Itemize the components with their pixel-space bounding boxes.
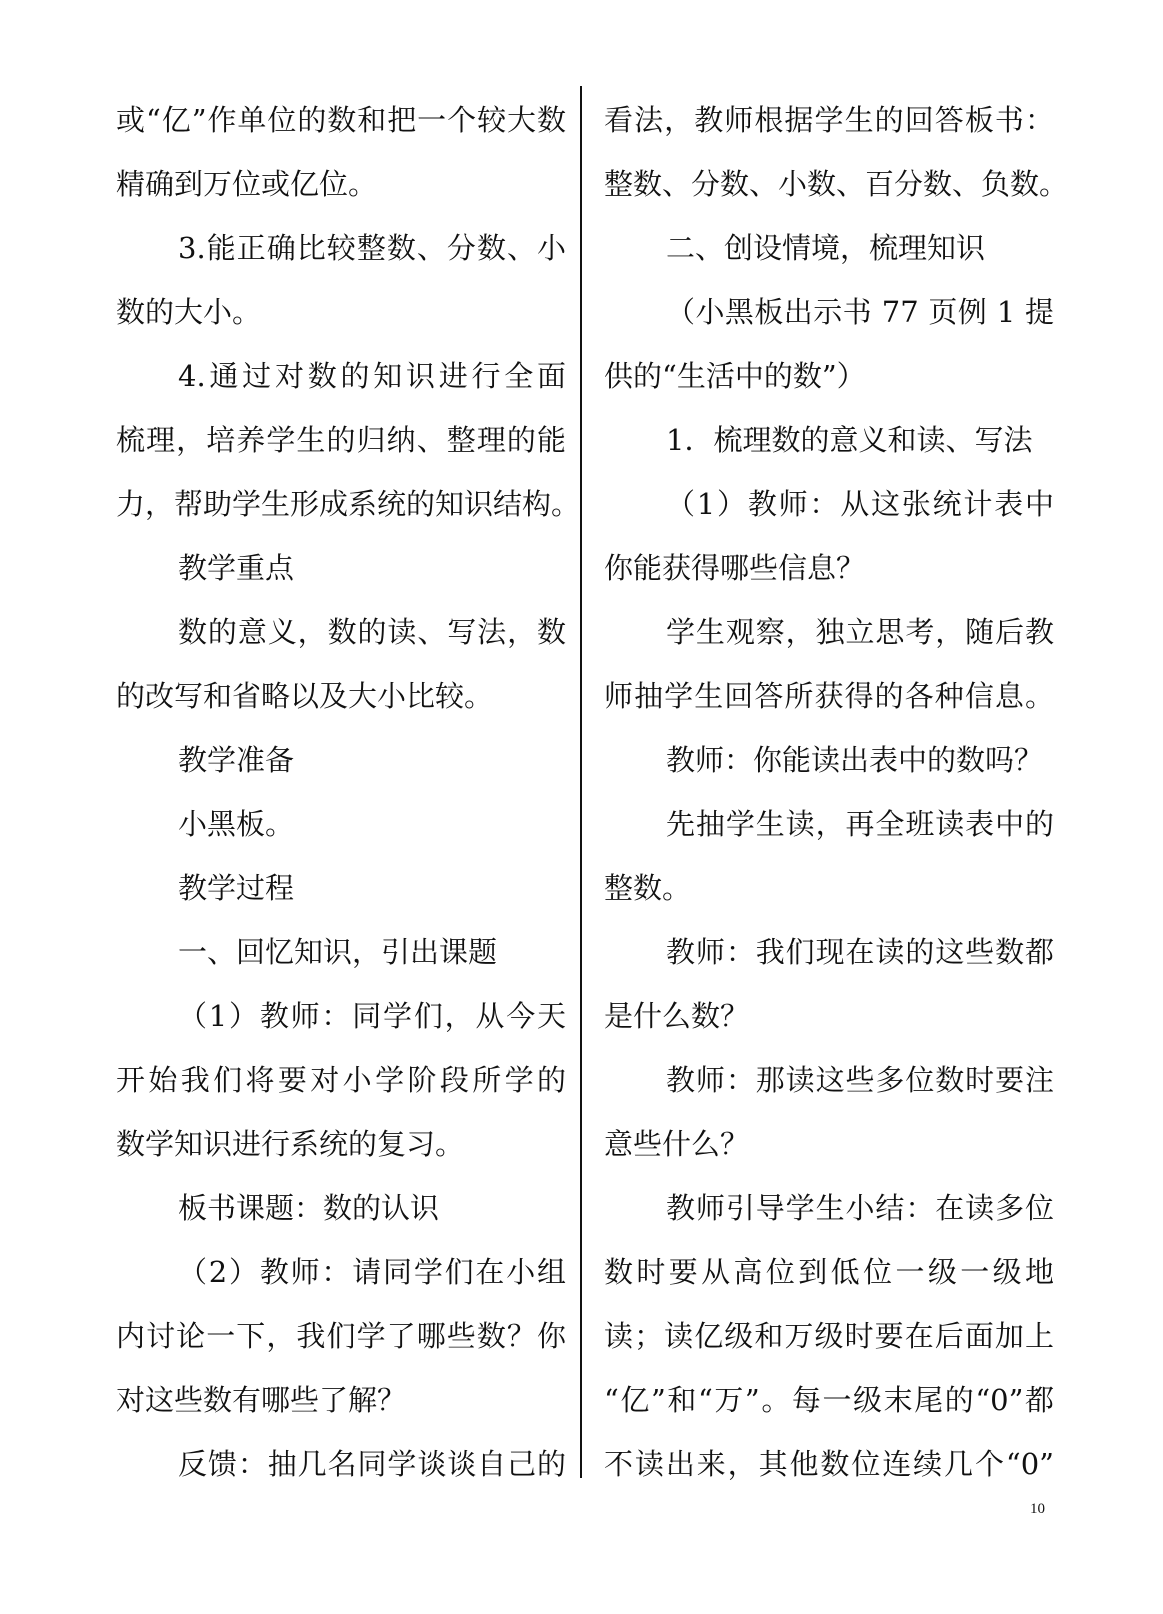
text-line: 供的“生活中的数”）: [604, 359, 866, 393]
text-line: 整数。: [604, 871, 692, 905]
text-line: （1）教师：从这张统计表中: [666, 487, 1054, 521]
text-line: 看法，教师根据学生的回答板书：: [604, 103, 1054, 137]
right-text-column: [604, 88, 1069, 1496]
section-heading: 一、回忆知识，引出课题: [178, 935, 498, 969]
text-line: 精确到万位或亿位。: [116, 167, 378, 201]
text-line: （1）教师：同学们，从今天: [178, 999, 566, 1033]
page-number: 10: [1030, 1501, 1045, 1517]
text-line: 反馈：抽几名同学谈谈自己的: [178, 1447, 566, 1481]
text-line: 内讨论一下，我们学了哪些数？你: [116, 1319, 566, 1353]
text-line: 4.通过对数的知识进行全面: [178, 359, 566, 393]
text-line: 师抽学生回答所获得的各种信息。: [604, 679, 1054, 713]
text-line: 小黑板。: [178, 807, 295, 841]
text-line: 整数、分数、小数、百分数、负数。: [604, 167, 1069, 201]
text-line: 是什么数？: [604, 999, 750, 1033]
text-line: 教师：你能读出表中的数吗？: [666, 743, 1044, 777]
text-line: 数的大小。: [116, 295, 262, 329]
text-line: “亿”和“万”。每一级末尾的“0”都: [604, 1383, 1054, 1417]
text-line: 或“亿”作单位的数和把一个较大数: [116, 103, 566, 137]
text-line: 意些什么？: [604, 1127, 750, 1161]
section-heading: 教学重点: [178, 551, 295, 585]
text-line: 教师：我们现在读的这些数都: [666, 935, 1054, 969]
text-line: 学生观察，独立思考，随后教: [666, 615, 1054, 649]
text-line: 数的意义，数的读、写法，数: [178, 615, 566, 649]
text-line: 开始我们将要对小学阶段所学的: [116, 1063, 566, 1097]
text-line: 梳理，培养学生的归纳、整理的能: [116, 423, 566, 457]
text-line: 教师：那读这些多位数时要注: [666, 1063, 1054, 1097]
text-line: 板书课题：数的认识: [178, 1191, 440, 1225]
text-line: 力，帮助学生形成系统的知识结构。: [116, 487, 581, 521]
text-line: 读；读亿级和万级时要在后面加上: [604, 1319, 1054, 1353]
text-line: （小黑板出示书 77 页例 1 提: [666, 295, 1054, 329]
text-line: 3.能正确比较整数、分数、小: [178, 231, 566, 265]
text-line: 不读出来，其他数位连续几个“0”: [604, 1447, 1054, 1481]
section-heading: 教学过程: [178, 871, 295, 905]
left-text-column: [116, 88, 581, 1496]
column-divider: [580, 86, 582, 1478]
text-line: 数学知识进行系统的复习。: [116, 1127, 465, 1161]
text-line: 先抽学生读，再全班读表中的: [666, 807, 1054, 841]
section-heading: 教学准备: [178, 743, 295, 777]
section-heading: 二、创设情境，梳理知识: [666, 231, 986, 265]
text-line: 数时要从高位到低位一级一级地: [604, 1255, 1054, 1289]
text-line: 对这些数有哪些了解？: [116, 1383, 407, 1417]
text-line: 1．梳理数的意义和读、写法: [666, 423, 1033, 457]
text-line: 教师引导学生小结：在读多位: [666, 1191, 1054, 1225]
text-line: 的改写和省略以及大小比较。: [116, 679, 494, 713]
text-line: 你能获得哪些信息？: [604, 551, 866, 585]
text-line: （2）教师：请同学们在小组: [178, 1255, 566, 1289]
